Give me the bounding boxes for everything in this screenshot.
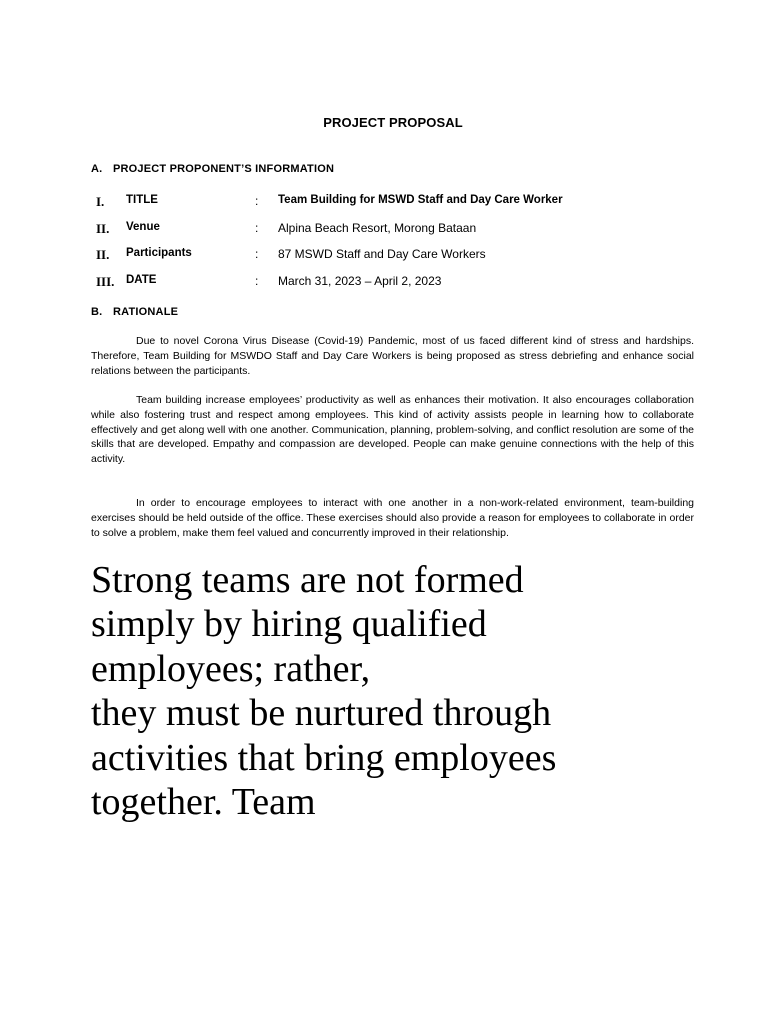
row-colon: : <box>255 221 259 235</box>
row-number: II. <box>96 221 110 236</box>
row-value: 87 MSWD Staff and Day Care Workers <box>278 247 486 261</box>
large-text-line: they must be nurtured through <box>91 692 552 735</box>
row-value: Alpina Beach Resort, Morong Bataan <box>278 221 477 235</box>
section-a-title: PROJECT PROPONENT’S INFORMATION <box>113 163 335 175</box>
large-text-line: Strong teams are not formed <box>91 559 524 601</box>
row-colon: : <box>255 274 259 288</box>
row-value: Team Building for MSWD Staff and Day Care Worker <box>278 194 563 206</box>
section-a-heading <box>91 163 334 175</box>
rationale-paragraph-3: In order to encourage employees to interact with one another in a non-work-related environment, team-building exercises should be held outside of the office. These exercises should also provide a reason for employees to collaborate in order to solve a problem, make them feel valued and concurrently improved in their relationship. <box>91 497 694 539</box>
large-text-line: together. Team <box>91 781 316 824</box>
row-colon: : <box>255 247 259 261</box>
rationale-paragraph-1: Due to novel Corona Virus Disease (Covid-19) Pandemic, most of us faced different kind of stress and hardships. Therefore, Team Building for MSWDO Staff and Day Care Workers is being proposed as stress debriefing and enhance social relations between the participants. <box>91 335 694 377</box>
large-text-line: employees; rather, <box>91 647 371 690</box>
row-label: TITLE <box>126 194 158 206</box>
large-quote-text <box>91 558 731 824</box>
row-label: DATE <box>126 274 157 286</box>
section-a-letter: A. <box>91 163 103 175</box>
row-label: Venue <box>126 221 160 233</box>
section-b-title: RATIONALE <box>113 306 179 318</box>
row-colon: : <box>255 194 259 208</box>
large-text-line: activities that bring employees <box>91 736 557 779</box>
row-number: I. <box>96 194 105 209</box>
row-label: Participants <box>126 247 192 259</box>
rationale-paragraph-2: Team building increase employees’ productivity as well as enhances their motivation. It also encourages collaboration while also fostering trust and respect among employees. This kind of activity assists people in learning how to collaborate effectively and get along well with one another. Communication, planning, problem-solving, and conflict resolution are some of the skills that are developed. Empathy and compassion are developed. People can make genuine connections with the help of this activity. <box>91 394 694 466</box>
section-b-heading <box>91 306 178 318</box>
section-b-letter: B. <box>91 306 103 318</box>
page-title: PROJECT PROPOSAL <box>323 115 463 130</box>
row-number: II. <box>96 247 110 262</box>
large-text-line: simply by hiring qualified <box>91 603 487 646</box>
row-number: III. <box>96 274 115 289</box>
row-value: March 31, 2023 – April 2, 2023 <box>278 274 442 288</box>
